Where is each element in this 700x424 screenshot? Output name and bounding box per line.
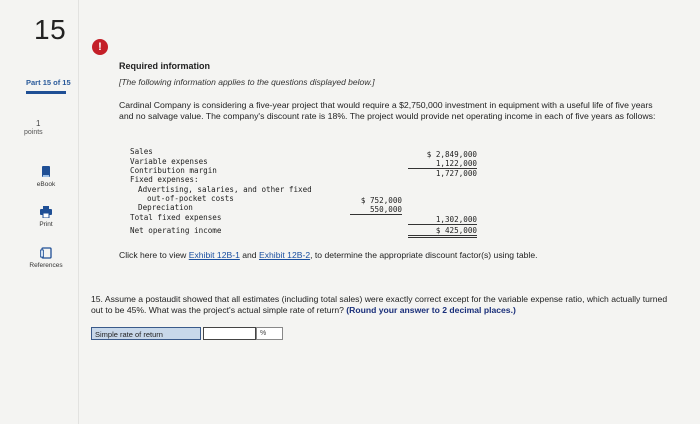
- sales-label: Sales: [130, 147, 153, 156]
- part-indicator: [26, 78, 71, 87]
- net-operating-income-value: $ 425,000: [408, 226, 477, 238]
- contribution-margin-label: Contribution margin: [130, 166, 217, 175]
- sales-value: $ 2,849,000: [426, 150, 477, 159]
- references-button[interactable]: [20, 247, 72, 269]
- total-fixed-label: Total fixed expenses: [130, 213, 222, 222]
- fixed-expenses-label: Fixed expenses:: [130, 175, 199, 184]
- part-prefix: Part: [26, 78, 41, 87]
- sidebar-divider: [78, 0, 79, 424]
- exhibit-12b-1-link[interactable]: Exhibit 12B-1: [188, 250, 240, 260]
- total-fixed-value: 1,302,000: [408, 215, 477, 225]
- print-icon: [40, 206, 52, 218]
- question-number: 15: [34, 14, 67, 45]
- part-progress-bar: [26, 91, 66, 94]
- question-text: Assume a postaudit showed that all estimates (including total sales) were exactly correct except for the variable expense ratio, which actually turned out to be 45%. What was the project's actual simple rate of return?: [91, 294, 668, 315]
- exhibit-12b-2-link[interactable]: Exhibit 12B-2: [258, 250, 311, 260]
- depreciation-value: 550,000: [350, 205, 402, 215]
- ebook-icon: [41, 166, 51, 178]
- part-progress: 15 of 15: [42, 78, 71, 87]
- print-label: Print: [39, 221, 53, 228]
- rounding-instruction: (Round your answer to 2 decimal places.): [346, 305, 516, 315]
- advertising-value: $ 752,000: [360, 196, 402, 205]
- required-info-title: Required information: [119, 61, 211, 71]
- points-value: 1: [36, 119, 41, 128]
- exhibit-prefix: Click here to view: [119, 250, 187, 260]
- question-number-inline: 15.: [91, 294, 103, 304]
- ebook-button[interactable]: [20, 166, 72, 188]
- simple-rate-label: Simple rate of return: [91, 327, 201, 340]
- exhibit-suffix: , to determine the appropriate discount factor(s) using table.: [310, 250, 538, 260]
- exhibit-and: and: [242, 250, 257, 260]
- question-text-block: [91, 294, 681, 316]
- problem-intro: Cardinal Company is considering a five-year project that would require a $2,750,000 investment in equipment with a useful life of five years and no salvage value. The company's discount rate is 18%. The project would provide net operating income in each of five years as follows:: [119, 100, 656, 121]
- advertising-label-2: out-of-pocket costs: [147, 194, 234, 203]
- alert-icon: !: [92, 39, 108, 55]
- print-button[interactable]: [20, 206, 72, 228]
- references-label: References: [29, 262, 63, 269]
- points-label: points: [24, 129, 43, 136]
- percent-unit: %: [256, 327, 283, 340]
- exhibit-instructions: [119, 250, 538, 260]
- required-info-note: [The following information applies to the questions displayed below.]: [119, 77, 375, 87]
- variable-expenses-value: 1,122,000: [408, 159, 477, 169]
- simple-rate-input[interactable]: [203, 327, 256, 340]
- advertising-label-1: Advertising, salaries, and other fixed: [138, 185, 312, 194]
- ebook-label: eBook: [36, 181, 56, 188]
- variable-expenses-label: Variable expenses: [130, 157, 208, 166]
- net-operating-income-label: Net operating income: [130, 226, 222, 235]
- depreciation-label: Depreciation: [138, 203, 193, 212]
- references-icon: [40, 247, 52, 259]
- contribution-margin-value: 1,727,000: [435, 169, 477, 178]
